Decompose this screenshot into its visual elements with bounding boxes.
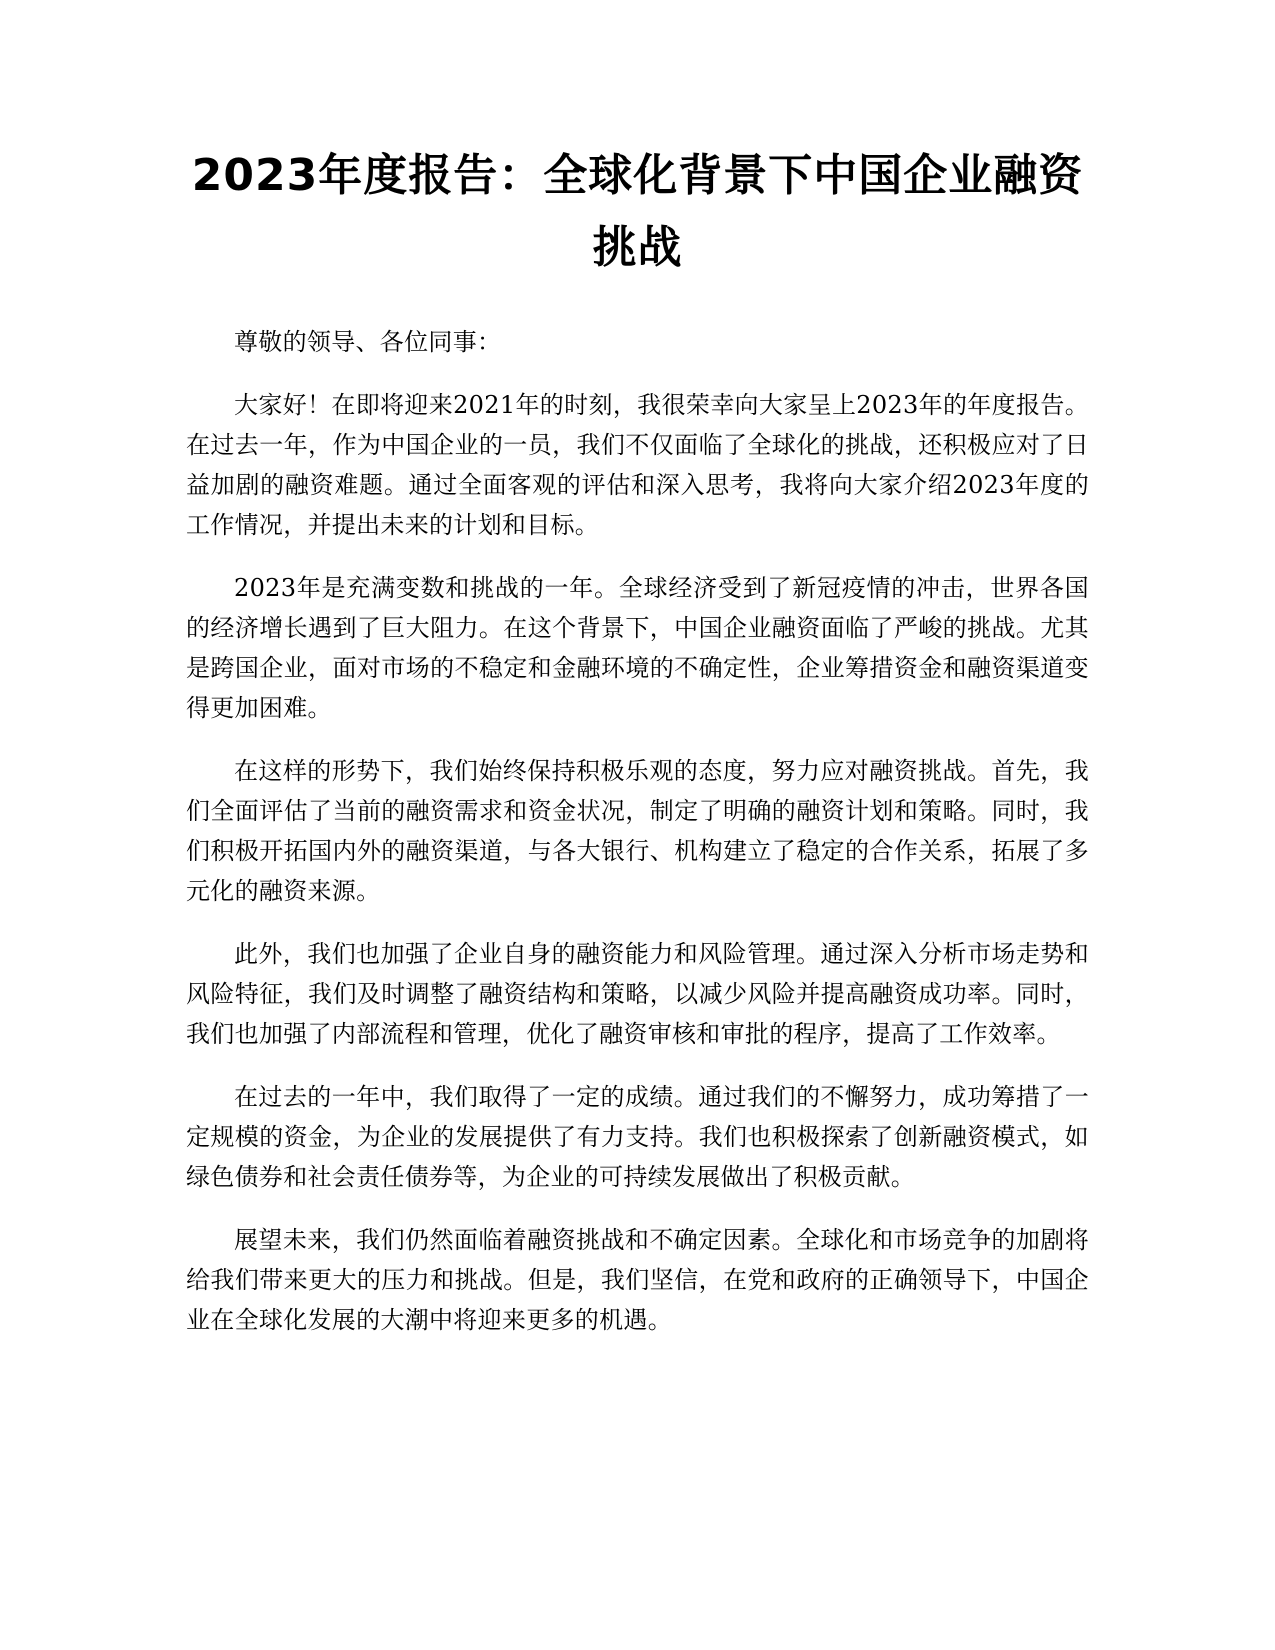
paragraph-risk-management: 此外，我们也加强了企业自身的融资能力和风险管理。通过深入分析市场走势和风险特征，我们及时调整了融资结构和策略，以减少风险并提高融资成功率。同时，我们也加强了内部流程和管理，优化了融资审核和审批的程序，提高了工作效率。 — [186, 940, 1089, 1048]
paragraph-outlook: 展望未来，我们仍然面临着融资挑战和不确定因素。全球化和市场竞争的加剧将给我们带来更大的压力和挑战。但是，我们坚信，在党和政府的正确领导下，中国企业在全球化发展的大潮中将迎来更多的机遇。 — [186, 1226, 1089, 1334]
paragraph-achievements: 在过去的一年中，我们取得了一定的成绩。通过我们的不懈努力，成功筹措了一定规模的资金，为企业的发展提供了有力支持。我们也积极探索了创新融资模式，如绿色债券和社会责任债券等，为企业的可持续发展做出了积极贡献。 — [186, 1083, 1089, 1191]
paragraph-response: 在这样的形势下，我们始终保持积极乐观的态度，努力应对融资挑战。首先，我们全面评估了当前的融资需求和资金状况，制定了明确的融资计划和策略。同时，我们积极开拓国内外的融资渠道，与各大银行、机构建立了稳定的合作关系，拓展了多元化的融资来源。 — [186, 757, 1089, 905]
paragraph-background: 2023年是充满变数和挑战的一年。全球经济受到了新冠疫情的冲击，世界各国的经济增长遇到了巨大阻力。在这个背景下，中国企业融资面临了严峻的挑战。尤其是跨国企业，面对市场的不稳定和金融环境的不确定性，企业筹措资金和融资渠道变得更加困难。 — [186, 574, 1089, 722]
salutation: 尊敬的领导、各位同事： — [234, 328, 502, 356]
document-body — [186, 322, 1089, 1363]
document-title: 2023年度报告：全球化背景下中国企业融资挑战 — [191, 150, 1084, 273]
paragraph-greeting: 大家好！在即将迎来2021年的时刻，我很荣幸向大家呈上2023年的年度报告。在过去一年，作为中国企业的一员，我们不仅面临了全球化的挑战，还积极应对了日益加剧的融资难题。通过全面客观的评估和深入思考，我将向大家介绍2023年度的工作情况，并提出未来的计划和目标。 — [186, 391, 1089, 539]
